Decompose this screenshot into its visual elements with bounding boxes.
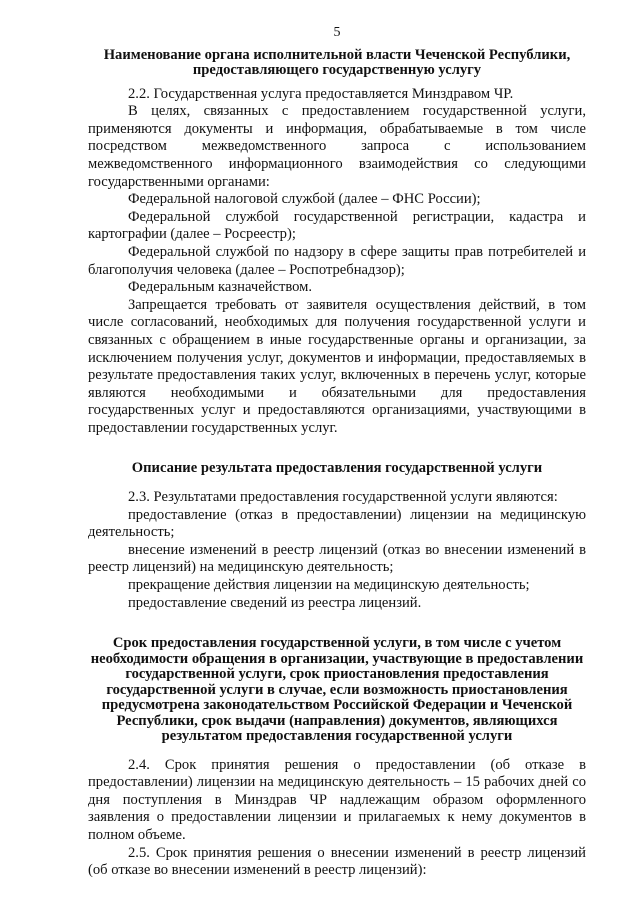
paragraph: внесение изменений в реестр лицензий (отказ во внесении изменений в реестр лицензий) на медицинскую деятельность; [88, 541, 586, 576]
section-heading-timeframe: Срок предоставления государственной услуги, в том числе с учетом необходимости обращения в организации, участвующие в предоставлении государственной услуги, срок приостановления предоставления государственной услуги в случае, если возможность приостановления предусмотрена законодательством Российской Федерации и Чеченской Республики, срок выдачи (направления) документов, являющихся результатом предоставления государственной услуги [90, 635, 584, 745]
page-number: 5 [333, 25, 341, 40]
paragraph: Федеральной службой государственной регистрации, кадастра и картографии (далее – Росреестр); [88, 208, 586, 243]
paragraph: Федеральной службой по надзору в сфере защиты прав потребителей и благополучия человека (далее – Роспотребнадзор); [88, 243, 586, 278]
paragraph: прекращение действия лицензии на медицинскую деятельность; [128, 576, 530, 593]
paragraph: 2.4. Срок принятия решения о предоставлении (об отказе в предоставлении) лицензии на медицинскую деятельность – 15 рабочих дней со дня поступления в Минздрав ЧР надлежащим образом оформленного заявления о предоставлении лицензии и прилагаемых к нему документов в полном объеме. [88, 756, 586, 843]
section-heading-result: Описание результата предоставления государственной услуги [131, 460, 543, 477]
paragraph: Запрещается требовать от заявителя осуществления действий, в том числе согласований, необходимых для получения государственной услуги и связанных с обращением в иные государственные органы и организации, за исключением получения услуг, документов и информации, предоставляемых в результате предоставления таких услуг, включенных в перечень услуг, которые являются необходимыми и обязательными для предоставления государственных услуг и предоставляются организациями, участвующими в предоставлении государственных услуг. [88, 296, 586, 436]
paragraph: предоставление (отказ в предоставлении) лицензии на медицинскую деятельность; [88, 506, 586, 541]
paragraph: 2.5. Срок принятия решения о внесении изменений в реестр лицензий (об отказе во внесении изменений в реестр лицензий): [88, 844, 586, 879]
section-body-timeframe [88, 757, 586, 880]
section-body-result [88, 489, 586, 612]
paragraph: В целях, связанных с предоставлением государственной услуги, применяются документы и информация, обрабатываемые в том числе посредством межведомственного запроса с использованием межведомственного информационного взаимодействия со следующими государственными органами: [88, 103, 586, 190]
paragraph: Федеральной налоговой службой (далее – ФНС России); [128, 191, 481, 208]
document-page [88, 24, 586, 880]
paragraph: предоставление сведений из реестра лицензий. [128, 594, 422, 611]
section-heading-authority: Наименование органа исполнительной власти Чеченской Республики, предоставляющего государственную услугу [103, 46, 571, 79]
paragraph: 2.3. Результатами предоставления государственной услуги являются: [128, 488, 558, 505]
paragraph: Федеральным казначейством. [128, 279, 313, 296]
paragraph: 2.2. Государственная услуга предоставляется Минздравом ЧР. [128, 85, 514, 102]
section-body-authority [88, 86, 586, 438]
